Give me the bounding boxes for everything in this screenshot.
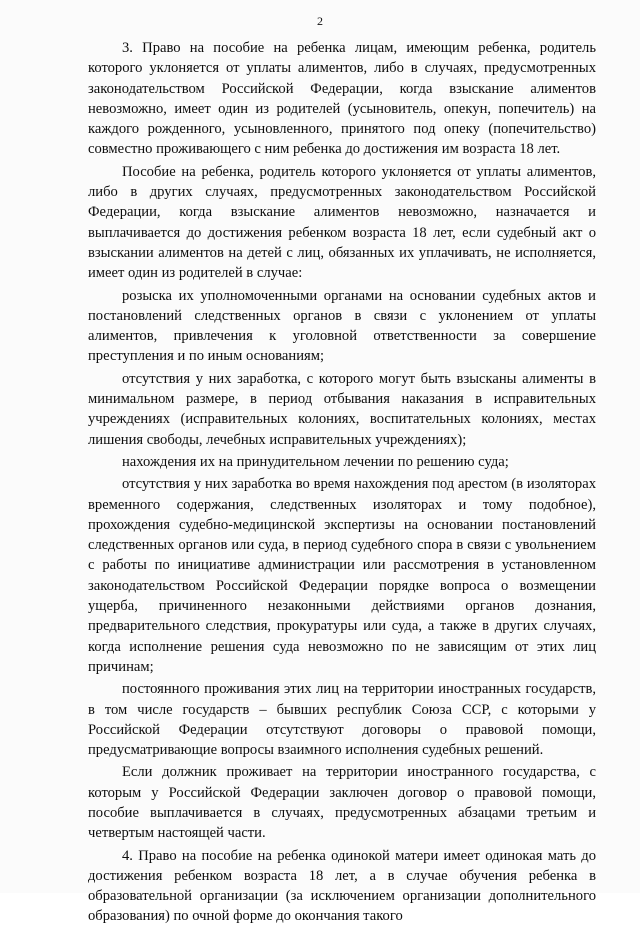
paragraph-8: Если должник проживает на территории иностранного государства, с которым у Российской Федерации заключен договор о правовой помощи, пособие выплачивается в случаях, предусмотренных абзацами третьим и четвертым настоящей части.: [88, 764, 596, 842]
paragraph-9: 4. Право на пособие на ребенка одинокой матери имеет одинокая мать до достижения ребенком возраста 18 лет, а в случае обучения ребенка в образовательной организации (за исключением организации дополнительного образования) по очной форме до окончания такого: [88, 847, 596, 925]
paragraph-7: постоянного проживания этих лиц на территории иностранных государств, в том числе государств – бывших республик Союза ССР, с которыми у Российской Федерации отсутствуют договоры о правовой помощи, предусматривающие вопросы взаимного исполнения судебных решений.: [88, 681, 596, 759]
paragraph-1: 3. Право на пособие на ребенка лицам, имеющим ребенка, родитель которого уклоняется от уплаты алиментов, либо в случаях, предусмотренных законодательством Российской Федерации, когда взыскание алиментов невозможно, имеет один из родителей (усыновитель, опекун, попечитель) на каждого рожденного, усыновленного, принятого под опеку (попечительство) совместно проживающего с ним ребенка до достижения им возраста 18 лет.: [88, 40, 596, 158]
paragraph-2: Пособие на ребенка, родитель которого уклоняется от уплаты алиментов, либо в других случаях, предусмотренных законодательством Российской Федерации, когда взыскание алиментов невозможно, назначается и выплачивается до достижения ребенком возраста 18 лет, если судебный акт о взыскании алиментов на детей с лиц, обязанных их уплачивать, не исполняется, имеет один из родителей в случае:: [88, 163, 596, 282]
paragraph-6: отсутствия у них заработка во время нахождения под арестом (в изоляторах временного содержания, следственных изоляторах и тому подобное), прохождения судебно-медицинской экспертизы на основании постановлений следственных органов или суда, в период судебного спора в связи с увольнением с работы по инициативе администрации или рассмотрения в установленном законодательством Российской Федерации порядке вопроса о возмещении ущерба, причиненного незаконными действиями органов дознания, предварительного следствия, прокуратуры или суда, а также в других случаях, когда исполнение решения суда невозможно по не зависящим от этих лиц причинам;: [88, 476, 596, 675]
paragraph-3: розыска их уполномоченными органами на основании судебных актов и постановлений следственных органов в связи с уклонением от уплаты алиментов, привлечения к уголовной ответственности за совершение преступления и по иным основаниям;: [88, 287, 596, 365]
page-number: 2: [317, 14, 323, 28]
document-body: [88, 38, 596, 929]
paragraph-4: отсутствия у них заработка, с которого могут быть взысканы алименты в минимальном размере, в период отбывания наказания в исправительных учреждениях (исправительных колониях, воспитательных колониях, местах лишения свободы, лечебных исправительных учреждениях);: [88, 370, 596, 448]
paragraph-5: нахождения их на принудительном лечении по решению суда;: [122, 453, 509, 470]
